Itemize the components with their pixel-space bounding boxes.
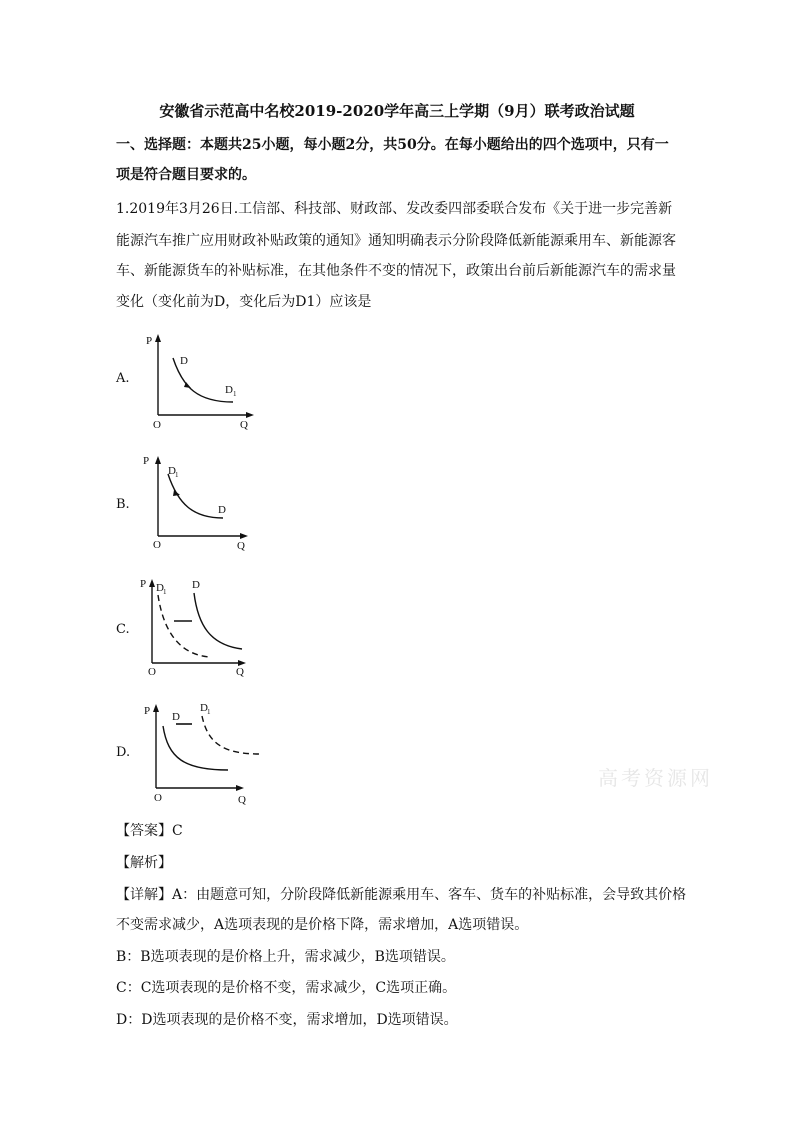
- option-b-curve: [168, 474, 223, 518]
- analysis-line-3: B：B选项表现的是价格上升，需求减少，B选项错误。: [116, 949, 455, 965]
- option-d-graph: [140, 698, 270, 806]
- watermark-text: 高考资源网: [598, 766, 713, 790]
- option-d-curve-d1: D: [200, 702, 208, 714]
- option-d-solid-curve: [163, 726, 228, 770]
- option-c-curve-d1: D: [156, 582, 164, 594]
- option-b-q-label: Q: [237, 540, 245, 552]
- option-b-graph: [138, 452, 268, 552]
- option-a-curve-d1: D: [225, 384, 233, 396]
- question-stem-line-4: 变化（变化前为D，变化后为D1）应该是: [116, 294, 372, 310]
- option-c-curve-d: D: [192, 579, 200, 591]
- option-c-dashed-curve: [158, 595, 210, 657]
- analysis-line-2: 不变需求减少，A选项表现的是价格下降，需求增加，A选项错误。: [116, 917, 529, 933]
- option-c-solid-curve: [194, 593, 242, 649]
- option-c-q-label: Q: [236, 666, 244, 678]
- option-a-curve-d1-sub: 1: [233, 390, 237, 398]
- answer: 【答案】C: [116, 823, 183, 839]
- option-a-p-label: P: [146, 335, 153, 347]
- option-a-curve-d: D: [180, 355, 188, 367]
- option-b-curve-d: D: [218, 504, 226, 516]
- option-a-o-label: O: [153, 419, 161, 431]
- option-b-curve-d1-sub: 1: [175, 471, 179, 479]
- option-b-label: B.: [116, 497, 130, 512]
- analysis-line-5: D：D选项表现的是价格不变，需求增加，D选项错误。: [116, 1012, 458, 1028]
- option-b-p-label: P: [143, 455, 150, 467]
- option-b-arrowhead: [173, 490, 180, 496]
- option-b-curve-d1: D: [168, 465, 176, 477]
- option-d-q-label: Q: [238, 794, 246, 806]
- option-c-p-label: P: [140, 578, 147, 590]
- section-heading-line-2: 项是符合题目要求的。: [116, 167, 256, 183]
- question-stem-line-3: 车、新能源货车的补贴标准，在其他条件不变的情况下，政策出台前后新能源汽车的需求量: [116, 263, 676, 279]
- option-a-q-label: Q: [240, 419, 248, 431]
- question-stem-line-1: 1.2019年3月26日.工信部、科技部、财政部、发改委四部委联合发布《关于进一步完善新: [116, 201, 673, 217]
- option-a-label: A.: [116, 371, 130, 386]
- question-stem-line-2: 能源汽车推广应用财政补贴政策的通知》通知明确表示分阶段降低新能源乘用车、新能源客: [116, 233, 676, 249]
- option-d-curve-d1-sub: 1: [207, 708, 211, 716]
- option-a-graph: [138, 330, 268, 430]
- option-c-curve-d1-sub: 1: [163, 588, 167, 596]
- section-heading-line-1: 一、选择题：本题共25小题，每小题2分，共50分。在每小题给出的四个选项中，只有一: [116, 137, 669, 153]
- option-d-curve-d: D: [172, 711, 180, 723]
- option-d-p-label: P: [144, 705, 151, 717]
- option-c-graph: [136, 575, 266, 680]
- document-title: 安徽省示范高中名校2019-2020学年高三上学期（9月）联考政治试题: [159, 102, 635, 120]
- option-d-o-label: O: [154, 792, 162, 804]
- option-d-dashed-curve: [202, 716, 260, 754]
- analysis-line-1: 【详解】A：由题意可知，分阶段降低新能源乘用车、客车、货车的补贴标准，会导致其价格: [116, 887, 687, 903]
- option-b-o-label: O: [153, 539, 161, 551]
- option-c-label: C.: [116, 622, 130, 637]
- option-c-o-label: O: [148, 666, 156, 678]
- analysis-line-4: C：C选项表现的是价格不变，需求减少，C选项正确。: [116, 980, 457, 996]
- option-d-label: D.: [116, 745, 131, 760]
- analysis-label: 【解析】: [116, 855, 172, 871]
